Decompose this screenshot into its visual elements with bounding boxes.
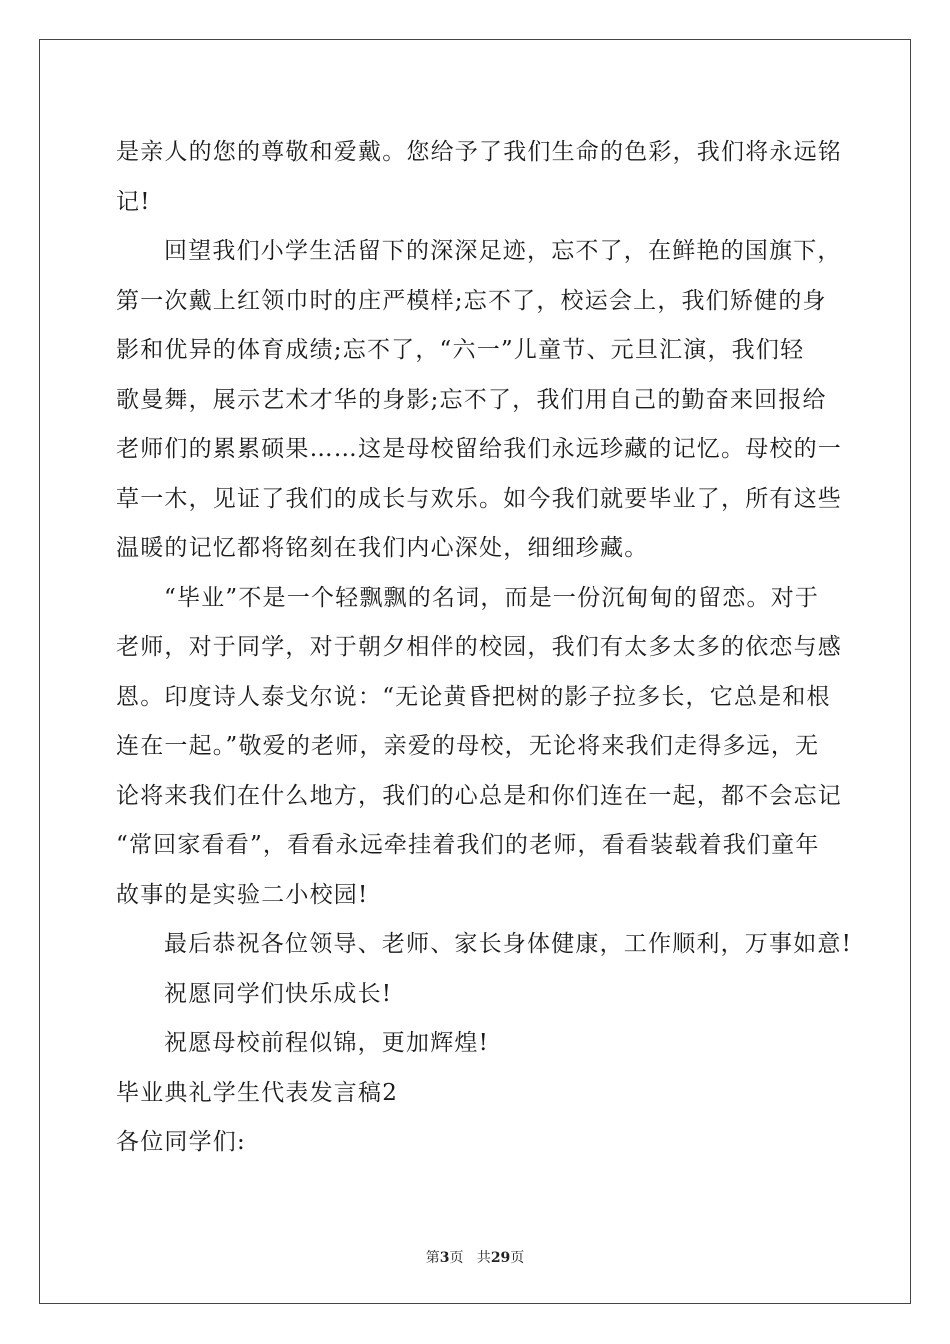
total-suffix: 页	[510, 1250, 525, 1266]
section-heading: 毕业典礼学生代表发言稿2	[116, 1079, 399, 1106]
text-line: 连在一起。”敬爱的老师，亲爱的母校，无论将来我们走得多远，无	[116, 733, 820, 759]
total-pages: 29	[490, 1250, 511, 1266]
page-footer	[0, 1247, 950, 1267]
text-line: 祝愿同学们快乐成长!	[164, 980, 393, 1007]
text-line: 草一木，见证了我们的成长与欢乐。如今我们就要毕业了，所有这些	[116, 485, 842, 512]
text-line: 老师，对于同学，对于朝夕相伴的校园，我们有太多太多的依恋与感	[116, 634, 842, 660]
text-line: 最后恭祝各位领导、老师、家长身体健康，工作顺利，万事如意!	[164, 931, 853, 957]
text-line: 论将来我们在什么地方，我们的心总是和你们连在一起，都不会忘记	[116, 782, 842, 809]
page-suffix: 页	[449, 1250, 464, 1266]
text-line: 影和优异的体育成绩;忘不了，“六一”儿童节、元旦汇演，我们轻	[116, 337, 805, 363]
document-body	[116, 128, 853, 1168]
text-line: 第一次戴上红领巾时的庄严模样;忘不了，校运会上，我们矫健的身	[116, 287, 827, 314]
page-prefix: 第	[425, 1250, 440, 1266]
text-line: 恩。印度诗人泰戈尔说：“无论黄昏把树的影子拉多长，它总是和根	[116, 683, 831, 710]
salutation: 各位同学们:	[116, 1129, 246, 1155]
text-line: 回望我们小学生活留下的深深足迹，忘不了，在鲜艳的国旗下，	[164, 238, 842, 264]
text-line: 祝愿母校前程似锦，更加辉煌!	[164, 1030, 490, 1056]
text-line: 温暖的记忆都将铭刻在我们内心深处，细细珍藏。	[116, 535, 649, 561]
text-line: “常回家看看”，看看永远牵挂着我们的老师，看看装载着我们童年	[116, 832, 820, 858]
text-line: 歌曼舞，展示艺术才华的身影;忘不了，我们用自己的勤奋来回报给	[116, 386, 827, 413]
total-prefix: 共	[476, 1250, 491, 1266]
text-line: 是亲人的您的尊敬和爱戴。您给予了我们生命的色彩，我们将永远铭	[116, 139, 842, 165]
text-line: “毕业”不是一个轻飘飘的名词，而是一份沉甸甸的留恋。对于	[164, 584, 820, 611]
text-line: 老师们的累累硕果……这是母校留给我们永远珍藏的记忆。母校的一	[116, 436, 842, 462]
text-line: 记!	[116, 188, 151, 215]
text-line: 故事的是实验二小校园!	[116, 881, 369, 908]
page-number: 3	[439, 1250, 450, 1266]
